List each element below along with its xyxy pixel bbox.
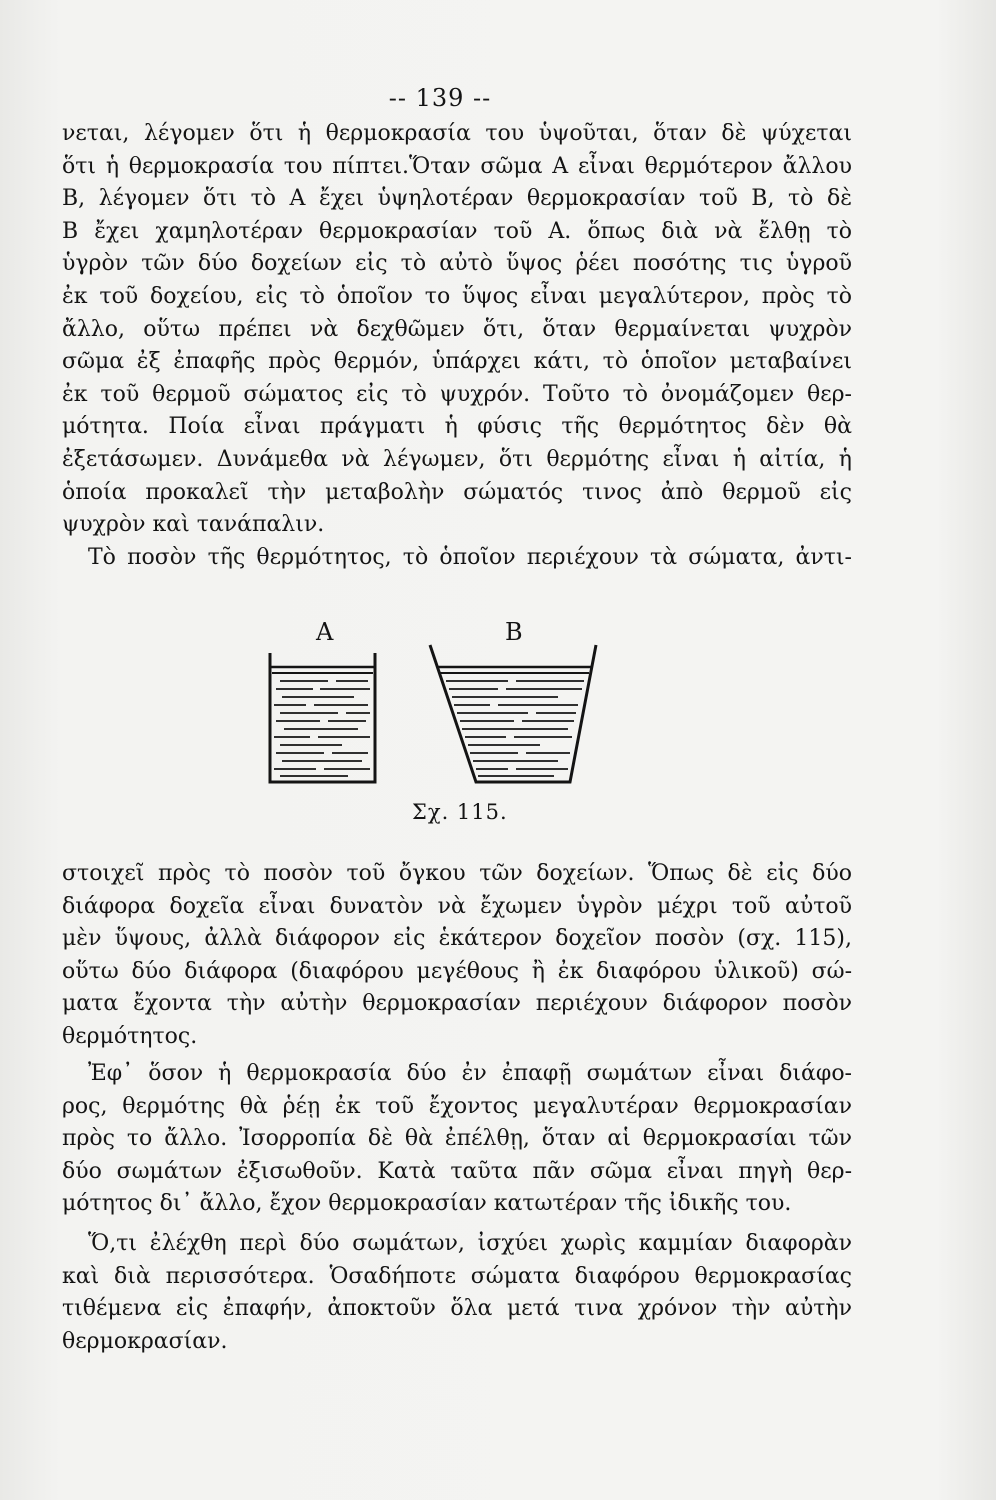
text-line: ὑγρὸν τῶν δύο δοχείων εἰς τὸ αὐτὸ ὕψος ῥέει ποσότης τις ὑγροῦ — [62, 251, 852, 277]
text-line: ρος, θερμότης θὰ ῥέῃ ἐκ τοῦ ἔχοντος μεγαλυτέραν θερμοκρασίαν — [62, 1093, 852, 1119]
text-line: Τὸ ποσὸν τῆς θερμότητος, τὸ ὁποῖον περιέχουν τὰ σώματα, ἀντι- — [88, 544, 852, 570]
paragraph-3 — [62, 1058, 852, 1221]
vessels-diagram — [258, 615, 618, 795]
text-line: Ὅ,τι ἐλέχθη περὶ δύο σωμάτων, ἰσχύει χωρὶς καμμίαν διαφορὰν — [88, 1231, 852, 1256]
text-line: οὕτω δύο διάφορα (διαφόρου μεγέθους ἢ ἐκ διαφόρου ὑλικοῦ) σώ- — [62, 958, 852, 984]
text-line: ἐξετάσωμεν. Δυνάμεθα νὰ λέγωμεν, ὅτι θερμότης εἶναι ἡ αἰτία, ἡ — [62, 446, 852, 472]
text-line: ἐκ τοῦ δοχείου, εἰς τὸ ὁποῖον το ὕψος εἶναι μεγαλύτερον, πρὸς τὸ — [62, 283, 852, 309]
text-line: μὲν ὕψους, ἀλλὰ διάφορον εἰς ἑκάτερον δοχεῖον ποσὸν (σχ. 115), — [62, 926, 852, 952]
text-line: ὁποία προκαλεῖ τὴν μεταβολὴν σώματός τινος ἀπὸ θερμοῦ εἰς — [62, 479, 852, 505]
text-line: ἄλλο, οὕτω πρέπει νὰ δεχθῶμεν ὅτι, ὅταν θερμαίνεται ψυχρὸν — [62, 316, 852, 342]
vessel-a-icon — [270, 653, 375, 782]
text-line: μότητος δι᾽ ἄλλο, ἔχον θερμοκρασίαν κατωτέραν τῆς ἰδικῆς του. — [62, 1191, 792, 1217]
paragraph-2 — [62, 858, 852, 1054]
text-line: ἐκ τοῦ θερμοῦ σώματος εἰς τὸ ψυχρόν. Τοῦτο τὸ ὀνομάζομεν θερ- — [62, 381, 852, 407]
text-line: δύο σωμάτων ἐξισωθοῦν. Κατὰ ταῦτα πᾶν σῶμα εἶναι πηγὴ θερ- — [62, 1158, 852, 1184]
text-line: θερμοκρασίαν. — [62, 1328, 228, 1354]
text-line: τιθέμενα εἰς ἐπαφήν, ἀποκτοῦν ὅλα μετά τινα χρόνον τὴν αὐτὴν — [62, 1296, 852, 1322]
figure-115 — [258, 615, 618, 830]
figure-caption: Σχ. 115. — [412, 800, 508, 824]
text-line: διάφορα δοχεῖα εἶναι δυνατὸν νὰ ἔχωμεν ὑγρὸν μέχρι τοῦ αὐτοῦ — [62, 893, 852, 919]
paragraph-1 — [62, 118, 852, 574]
vessel-b-icon — [430, 645, 596, 782]
text-line: Β, λέγομεν ὅτι τὸ Α ἔχει ὑψηλοτέραν θερμοκρασίαν τοῦ Β, τὸ δὲ — [62, 186, 852, 212]
text-line: νεται, λέγομεν ὅτι ἡ θερμοκρασία του ὑψοῦται, ὅταν δὲ ψύχεται — [62, 121, 852, 146]
text-line: Ἐφ᾽ ὅσον ἡ θερμοκρασία δύο ἐν ἐπαφῇ σωμάτων εἶναι διάφο- — [88, 1061, 852, 1086]
text-line: στοιχεῖ πρὸς τὸ ποσὸν τοῦ ὄγκου τῶν δοχείων. Ὅπως δὲ εἰς δύο — [62, 861, 852, 886]
text-line: μότητα. Ποία εἶναι πράγματι ἡ φύσις τῆς θερμότητος δὲν θὰ — [62, 414, 852, 440]
figure-label-a: Α — [316, 618, 334, 646]
text-line: καὶ διὰ περισσότερα. Ὁσαδήποτε σώματα διαφόρου θερμοκρασίας — [62, 1263, 852, 1289]
text-line: ματα ἔχοντα τὴν αὐτὴν θερμοκρασίαν περιέχουν διάφορον ποσὸν — [62, 991, 852, 1017]
text-line: πρὸς το ἄλλο. Ἰσορροπία δὲ θὰ ἐπέλθῃ, ὅταν αἱ θερμοκρασίαι τῶν — [62, 1126, 852, 1152]
text-line: σῶμα ἐξ ἐπαφῆς πρὸς θερμόν, ὑπάρχει κάτι, τὸ ὁποῖον μεταβαίνει — [62, 349, 852, 375]
text-line: θερμότητος. — [62, 1023, 198, 1049]
page-number: -- 139 -- — [388, 84, 492, 112]
figure-label-b: Β — [505, 618, 523, 646]
text-line: ὅτι ἡ θερμοκρασία του πίπτει.Ὅταν σῶμα Α εἶναι θερμότερον ἄλλου — [62, 153, 852, 179]
text-line: ψυχρὸν καὶ τανάπαλιν. — [62, 512, 325, 538]
paragraph-4 — [62, 1228, 852, 1358]
text-line: Β ἔχει χαμηλοτέραν θερμοκρασίαν τοῦ Α. ὅπως διὰ νὰ ἔλθῃ τὸ — [62, 218, 852, 244]
